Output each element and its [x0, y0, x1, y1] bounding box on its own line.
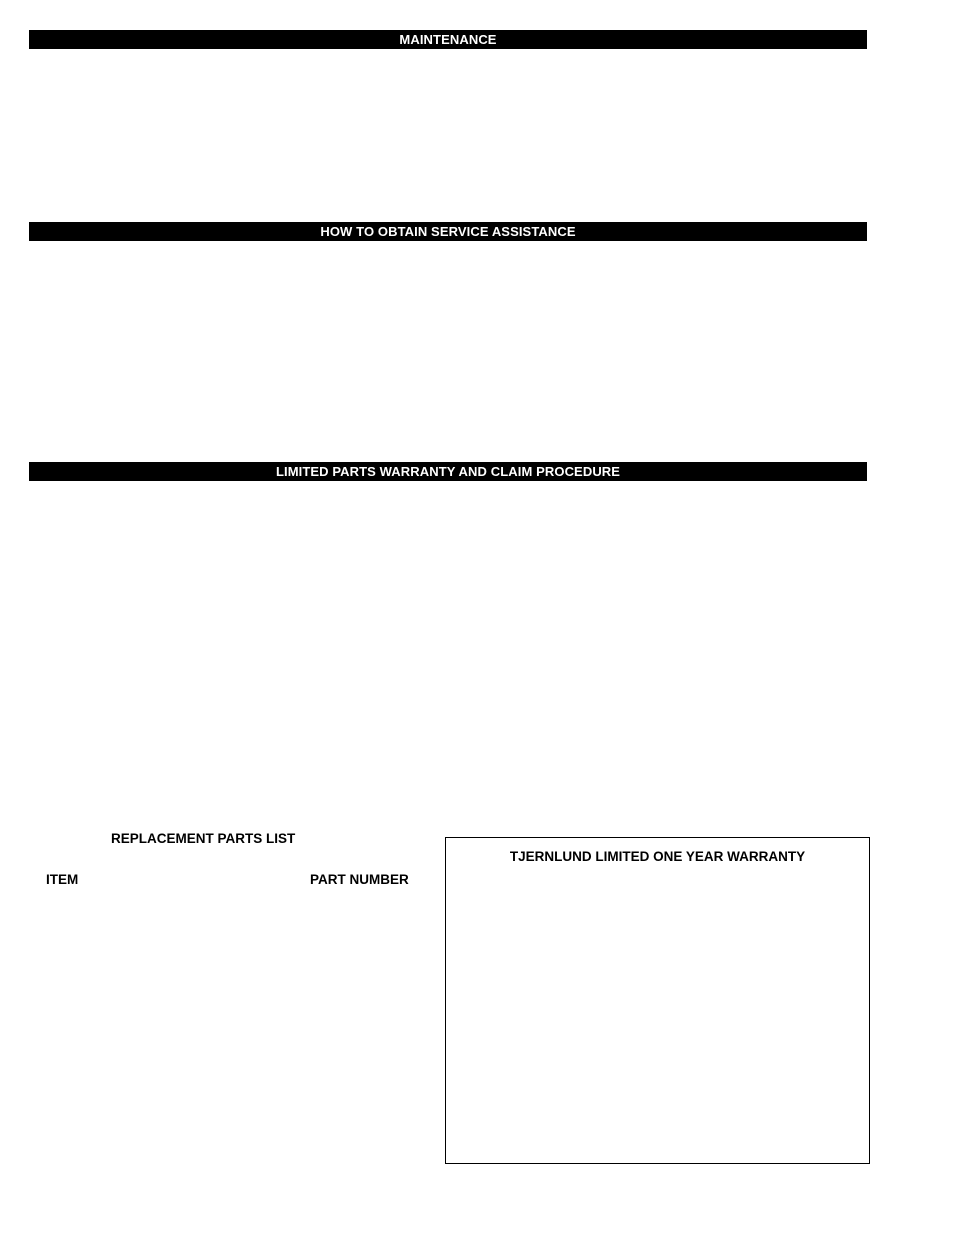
service-assistance-heading: HOW TO OBTAIN SERVICE ASSISTANCE — [29, 222, 867, 241]
parts-list-title: REPLACEMENT PARTS LIST — [111, 831, 296, 846]
parts-column-part-number: PART NUMBER — [310, 872, 409, 887]
warranty-box-title: TJERNLUND LIMITED ONE YEAR WARRANTY — [509, 849, 806, 864]
warranty-box — [445, 837, 870, 1164]
warranty-claim-heading: LIMITED PARTS WARRANTY AND CLAIM PROCEDURE — [29, 462, 867, 481]
maintenance-heading: MAINTENANCE — [29, 30, 867, 49]
parts-column-item: ITEM — [46, 872, 79, 887]
